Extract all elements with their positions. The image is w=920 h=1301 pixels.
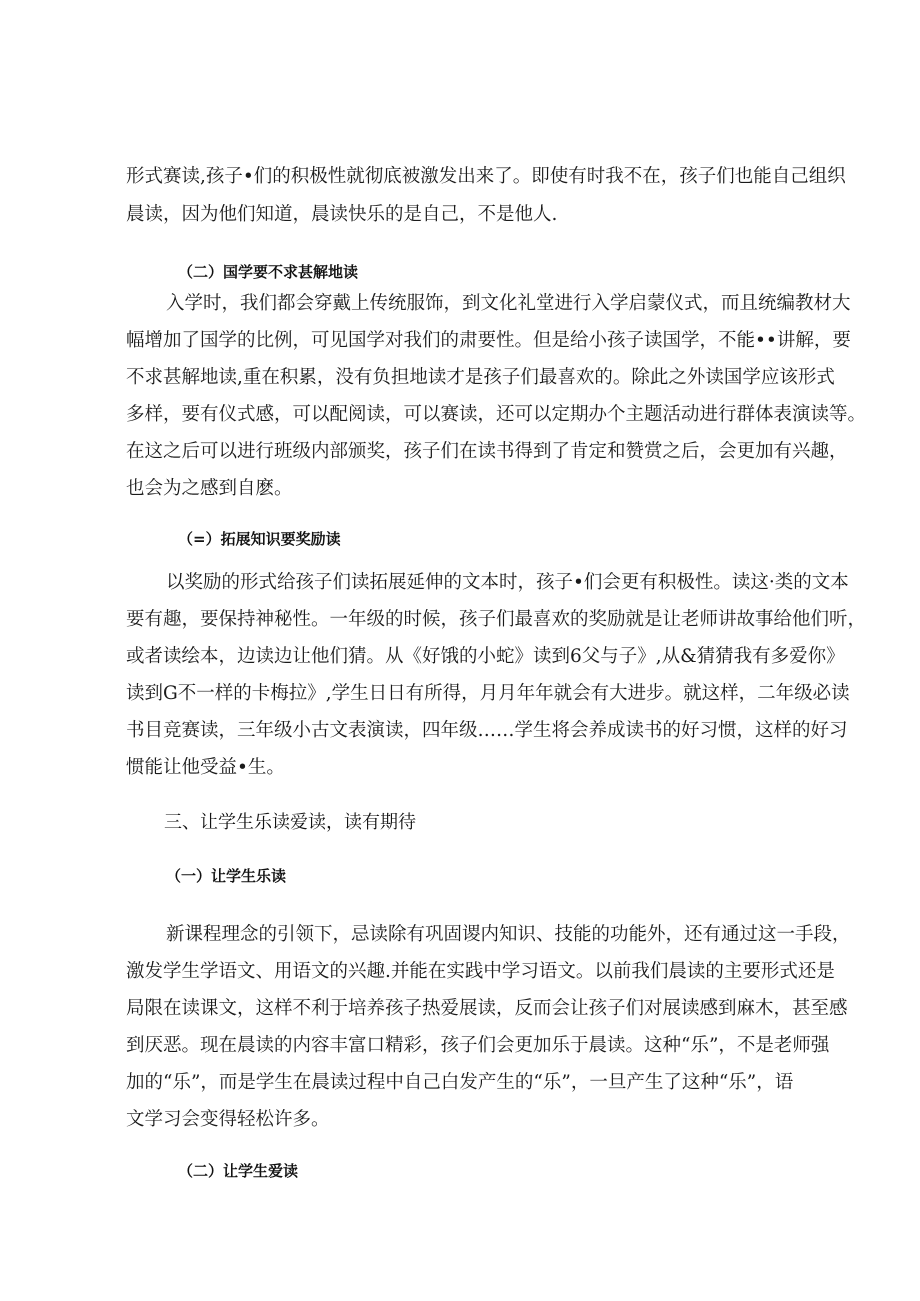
text-line: 读到G不一样的卡梅拉》,学生日日有所得，月月年年就会有大进步。就这样，二年级必读	[126, 683, 850, 704]
text-line: 在这之后可以进行班级内部颁奖，孩子们在读书得到了肯定和赞赏之后，会更加有兴趣，	[126, 441, 848, 462]
text-line: 惯能让他受益•生。	[126, 757, 285, 778]
paragraph-intro-continuation	[126, 162, 846, 230]
section-heading-leduo: （一）让学生乐读	[166, 867, 287, 885]
text-line: 新课程理念的引领下，忌读除有巩固谡内知识、技能的功能外，还有通过这一手段，	[166, 924, 851, 945]
chapter-heading-three: 三、让学生乐读爱读，读有期待	[164, 812, 416, 833]
text-line: 激发学生学语文、用语文的兴趣.并能在实践中学习语文。以前我们晨读的主要形式还是	[126, 961, 835, 982]
paragraph-guoxue	[126, 289, 867, 504]
text-line: 要有趣，要保持神秘性。一年级的时候，孩子们最喜欢的奖励就是让老师讲故事给他们听，	[126, 609, 867, 630]
text-line: 以奖励的形式给孩子们读拓展延伸的文本时，孩子•们会更有积极性。读这·类的文本	[166, 572, 849, 593]
text-line: 多样，要有仪式感，可以配阅读，可以赛读，还可以定期办个主题活动进行群体表演读等。	[126, 404, 867, 425]
text-line: 书目竞赛读，三年级小古文表演读，四年级……学生将会养成读书的好习惯，这样的好习	[126, 720, 848, 741]
text-line: 也会为之感到自麽。	[126, 478, 293, 499]
text-line: 入学时，我们都会穿戴上传统服饰，到文化礼堂进行入学启蒙仪式，而且统编教材大	[166, 293, 851, 314]
text-line: 局限在读课文，这样不利于培养孩子热爱展读，反而会让孩子们对展读感到麻木，甚至感	[126, 998, 848, 1019]
text-line: 加的“乐”，而是学生在晨读过程中自己白发产生的“乐”，一旦产生了这种“乐”，语	[126, 1072, 794, 1093]
text-line: 幅增加了国学的比例，可见国学对我们的肃要性。但是给小孩子读国学，不能••讲解，要	[126, 330, 851, 351]
text-line: 不求甚解地读,重在积累，没有负担地读才是孩子们最喜欢的。除此之外读国学应该形式	[126, 367, 835, 388]
text-line: 文学习会变得轻松许多。	[126, 1109, 330, 1130]
section-heading-tuozhan: （=）拓展知识要奖励读	[178, 530, 341, 548]
text-line: 晨读，因为他们知道，晨读快乐的是自己，不是他人.	[126, 204, 558, 225]
section-heading-aidu: （二）让学生爱读	[178, 1162, 299, 1180]
section-heading-guoxue: （二）国学要不求甚解地读	[178, 263, 359, 281]
paragraph-leduo	[126, 920, 851, 1135]
text-line: 到厌恶。现在晨读的内容丰富口精彩，孩子们会更加乐于晨读。这种“乐”，不是老师强	[126, 1035, 830, 1056]
text-line: 或者读绘本，边读边让他们猜。从《好饿的小蛇》读到6父与子》,从&猜猜我有多爱你》	[126, 646, 845, 667]
text-line: 形式赛读,孩子•们的积极性就彻底被激发出来了。即使有时我不在，孩子们也能自己组织	[126, 166, 846, 187]
paragraph-tuozhan	[126, 568, 867, 783]
